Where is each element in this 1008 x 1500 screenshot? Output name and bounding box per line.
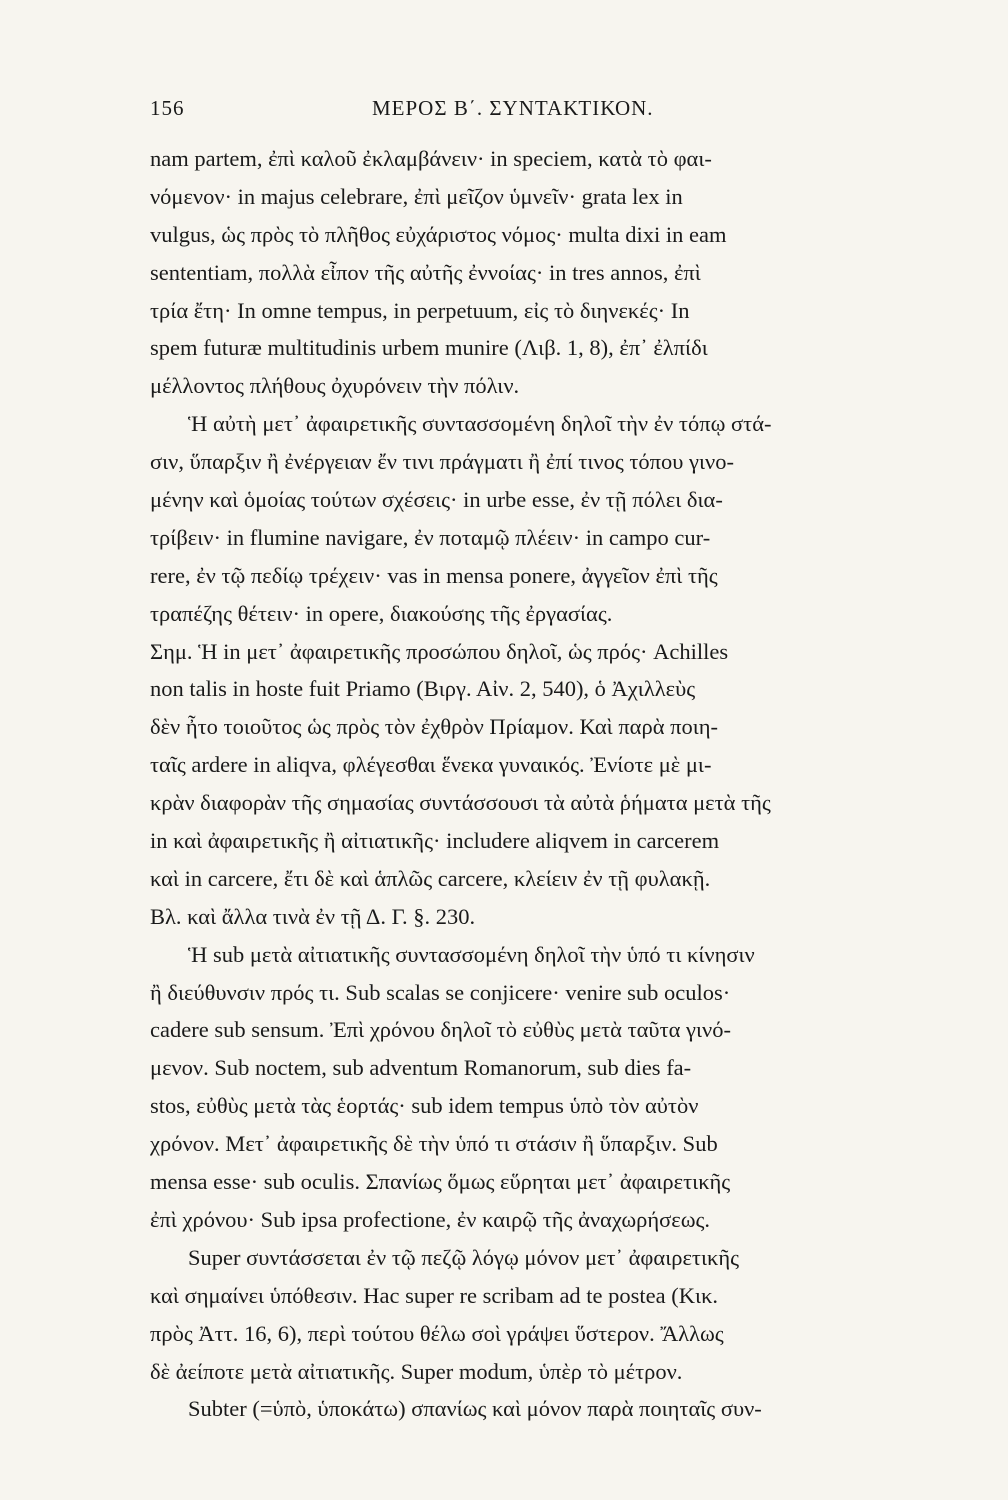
text-line: χρόνον. Μετ᾽ ἀφαιρετικῆς δὲ τὴν ὑπό τι στάσιν ἢ ὕπαρξιν. Sub [150, 1131, 718, 1157]
text-line: cadere sub sensum. Ἐπὶ χρόνου δηλοῖ τὸ εὐθὺς μετὰ ταῦτα γινό- [150, 1017, 731, 1043]
text-line: in καὶ ἀφαιρετικῆς ἢ αἰτιατικῆς· includere aliqvem in carcerem [150, 828, 720, 854]
text-line: spem futuræ multitudinis urbem munire (Λιβ. 1, 8), ἐπ᾽ ἐλπίδι [150, 335, 708, 361]
text-line: Super συντάσσεται ἐν τῷ πεζῷ λόγῳ μόνον μετ᾽ ἀφαιρετικῆς [188, 1244, 740, 1270]
text-line: μένην καὶ ὁμοίας τούτων σχέσεις· in urbe esse, ἐν τῇ πόλει δια- [150, 487, 723, 513]
text-line: ἢ διεύθυνσιν πρός τι. Sub scalas se conjicere· venire sub oculos· [150, 979, 731, 1005]
text-line: τρία ἔτη· In omne tempus, in perpetuum, εἰς τὸ διηνεκές· In [150, 297, 690, 323]
text-line: νόμενον· in majus celebrare, ἐπὶ μεῖζον ὑμνεῖν· grata lex in [150, 183, 683, 209]
text-line: κρὰν διαφορὰν τῆς σημασίας συντάσσουσι τὰ αὐτὰ ῥήματα μετὰ τῆς [150, 790, 771, 816]
text-line: δὲν ἦτο τοιοῦτος ὡς πρὸς τὸν ἐχθρὸν Πρίαμον. Καὶ παρὰ ποιη- [150, 714, 719, 740]
page-number: 156 [150, 96, 185, 120]
body-text [150, 140, 980, 1428]
text-line: nam partem, ἐπὶ καλοῦ ἐκλαμβάνειν· in speciem, κατὰ τὸ φαι- [150, 146, 712, 171]
text-line: καὶ in carcere, ἔτι δὲ καὶ ἁπλῶς carcere, κλείειν ἐν τῇ φυλακῇ. [150, 865, 711, 891]
text-line: rere, ἐν τῷ πεδίῳ τρέχειν· vas in mensa ponere, ἀγγεῖον ἐπὶ τῆς [150, 562, 718, 588]
text-line: Βλ. καὶ ἄλλα τινὰ ἐν τῇ Δ. Γ. §. 230. [150, 903, 476, 929]
text-line: sententiam, πολλὰ εἶπον τῆς αὐτῆς ἐννοίας· in tres annos, ἐπὶ [150, 259, 701, 285]
text-line: ἐπὶ χρόνου· Sub ipsa profectione, ἐν καιρῷ τῆς ἀναχωρήσεως. [150, 1206, 711, 1232]
text-line: vulgus, ὡς πρὸς τὸ πλῆθος εὐχάριστος νόμος· multa dixi in eam [150, 221, 727, 247]
text-line: non talis in hoste fuit Priamo (Βιργ. Αἰν. 2, 540), ὁ Ἀχιλλεὺς [150, 676, 696, 702]
text-line: τραπέζης θέτειν· in opere, διακούσης τῆς ἐργασίας. [150, 600, 613, 626]
text-line: stos, εὐθὺς μετὰ τὰς ἑορτάς· sub idem tempus ὑπὸ τὸν αὐτὸν [150, 1093, 699, 1119]
text-line: Ἡ sub μετὰ αἰτιατικῆς συντασσομένη δηλοῖ τὴν ὑπό τι κίνησιν [188, 941, 755, 967]
text-line: δὲ ἀείποτε μετὰ αἰτιατικῆς. Super modum, ὑπὲρ τὸ μέτρον. [150, 1358, 683, 1384]
text-line: Subter (=ὑπὸ, ὑποκάτω) σπανίως καὶ μόνον παρὰ ποιηταῖς συν- [188, 1396, 762, 1422]
running-title: ΜΕΡΟΣ Β΄. ΣΥΝΤΑΚΤΙΚΟΝ. [372, 96, 654, 120]
text-line: μέλλοντος πλήθους ὀχυρόνειν τὴν πόλιν. [150, 373, 520, 399]
text-line: Ἡ αὐτὴ μετ᾽ ἀφαιρετικῆς συντασσομένη δηλοῖ τὴν ἐν τόπῳ στά- [188, 411, 772, 437]
text-line: σιν, ὕπαρξιν ἢ ἐνέργειαν ἔν τινι πράγματι ἢ ἐπί τινος τόπου γινο- [150, 449, 734, 475]
text-line: τρίβειν· in flumine navigare, ἐν ποταμῷ πλέειν· in campo cur- [150, 524, 711, 550]
text-line: ταῖς ardere in aliqva, φλέγεσθαι ἕνεκα γυναικός. Ἐνίοτε μὲ μι- [150, 752, 712, 778]
text-line: Σημ. Ἡ in μετ᾽ ἀφαιρετικῆς προσώπου δηλοῖ, ὡς πρός· Achilles [150, 638, 729, 664]
text-line: μενον. Sub noctem, sub adventum Romanorum, sub dies fa- [150, 1055, 692, 1081]
text-line: καὶ σημαίνει ὑπόθεσιν. Hac super re scribam ad te postea (Κικ. [150, 1282, 719, 1308]
text-line: πρὸς Ἀττ. 16, 6), περὶ τούτου θέλω σοὶ γράψει ὕστερον. Ἄλλως [150, 1320, 724, 1346]
text-line: mensa esse· sub oculis. Σπανίως ὅμως εὕρηται μετ᾽ ἀφαιρετικῆς [150, 1169, 731, 1195]
